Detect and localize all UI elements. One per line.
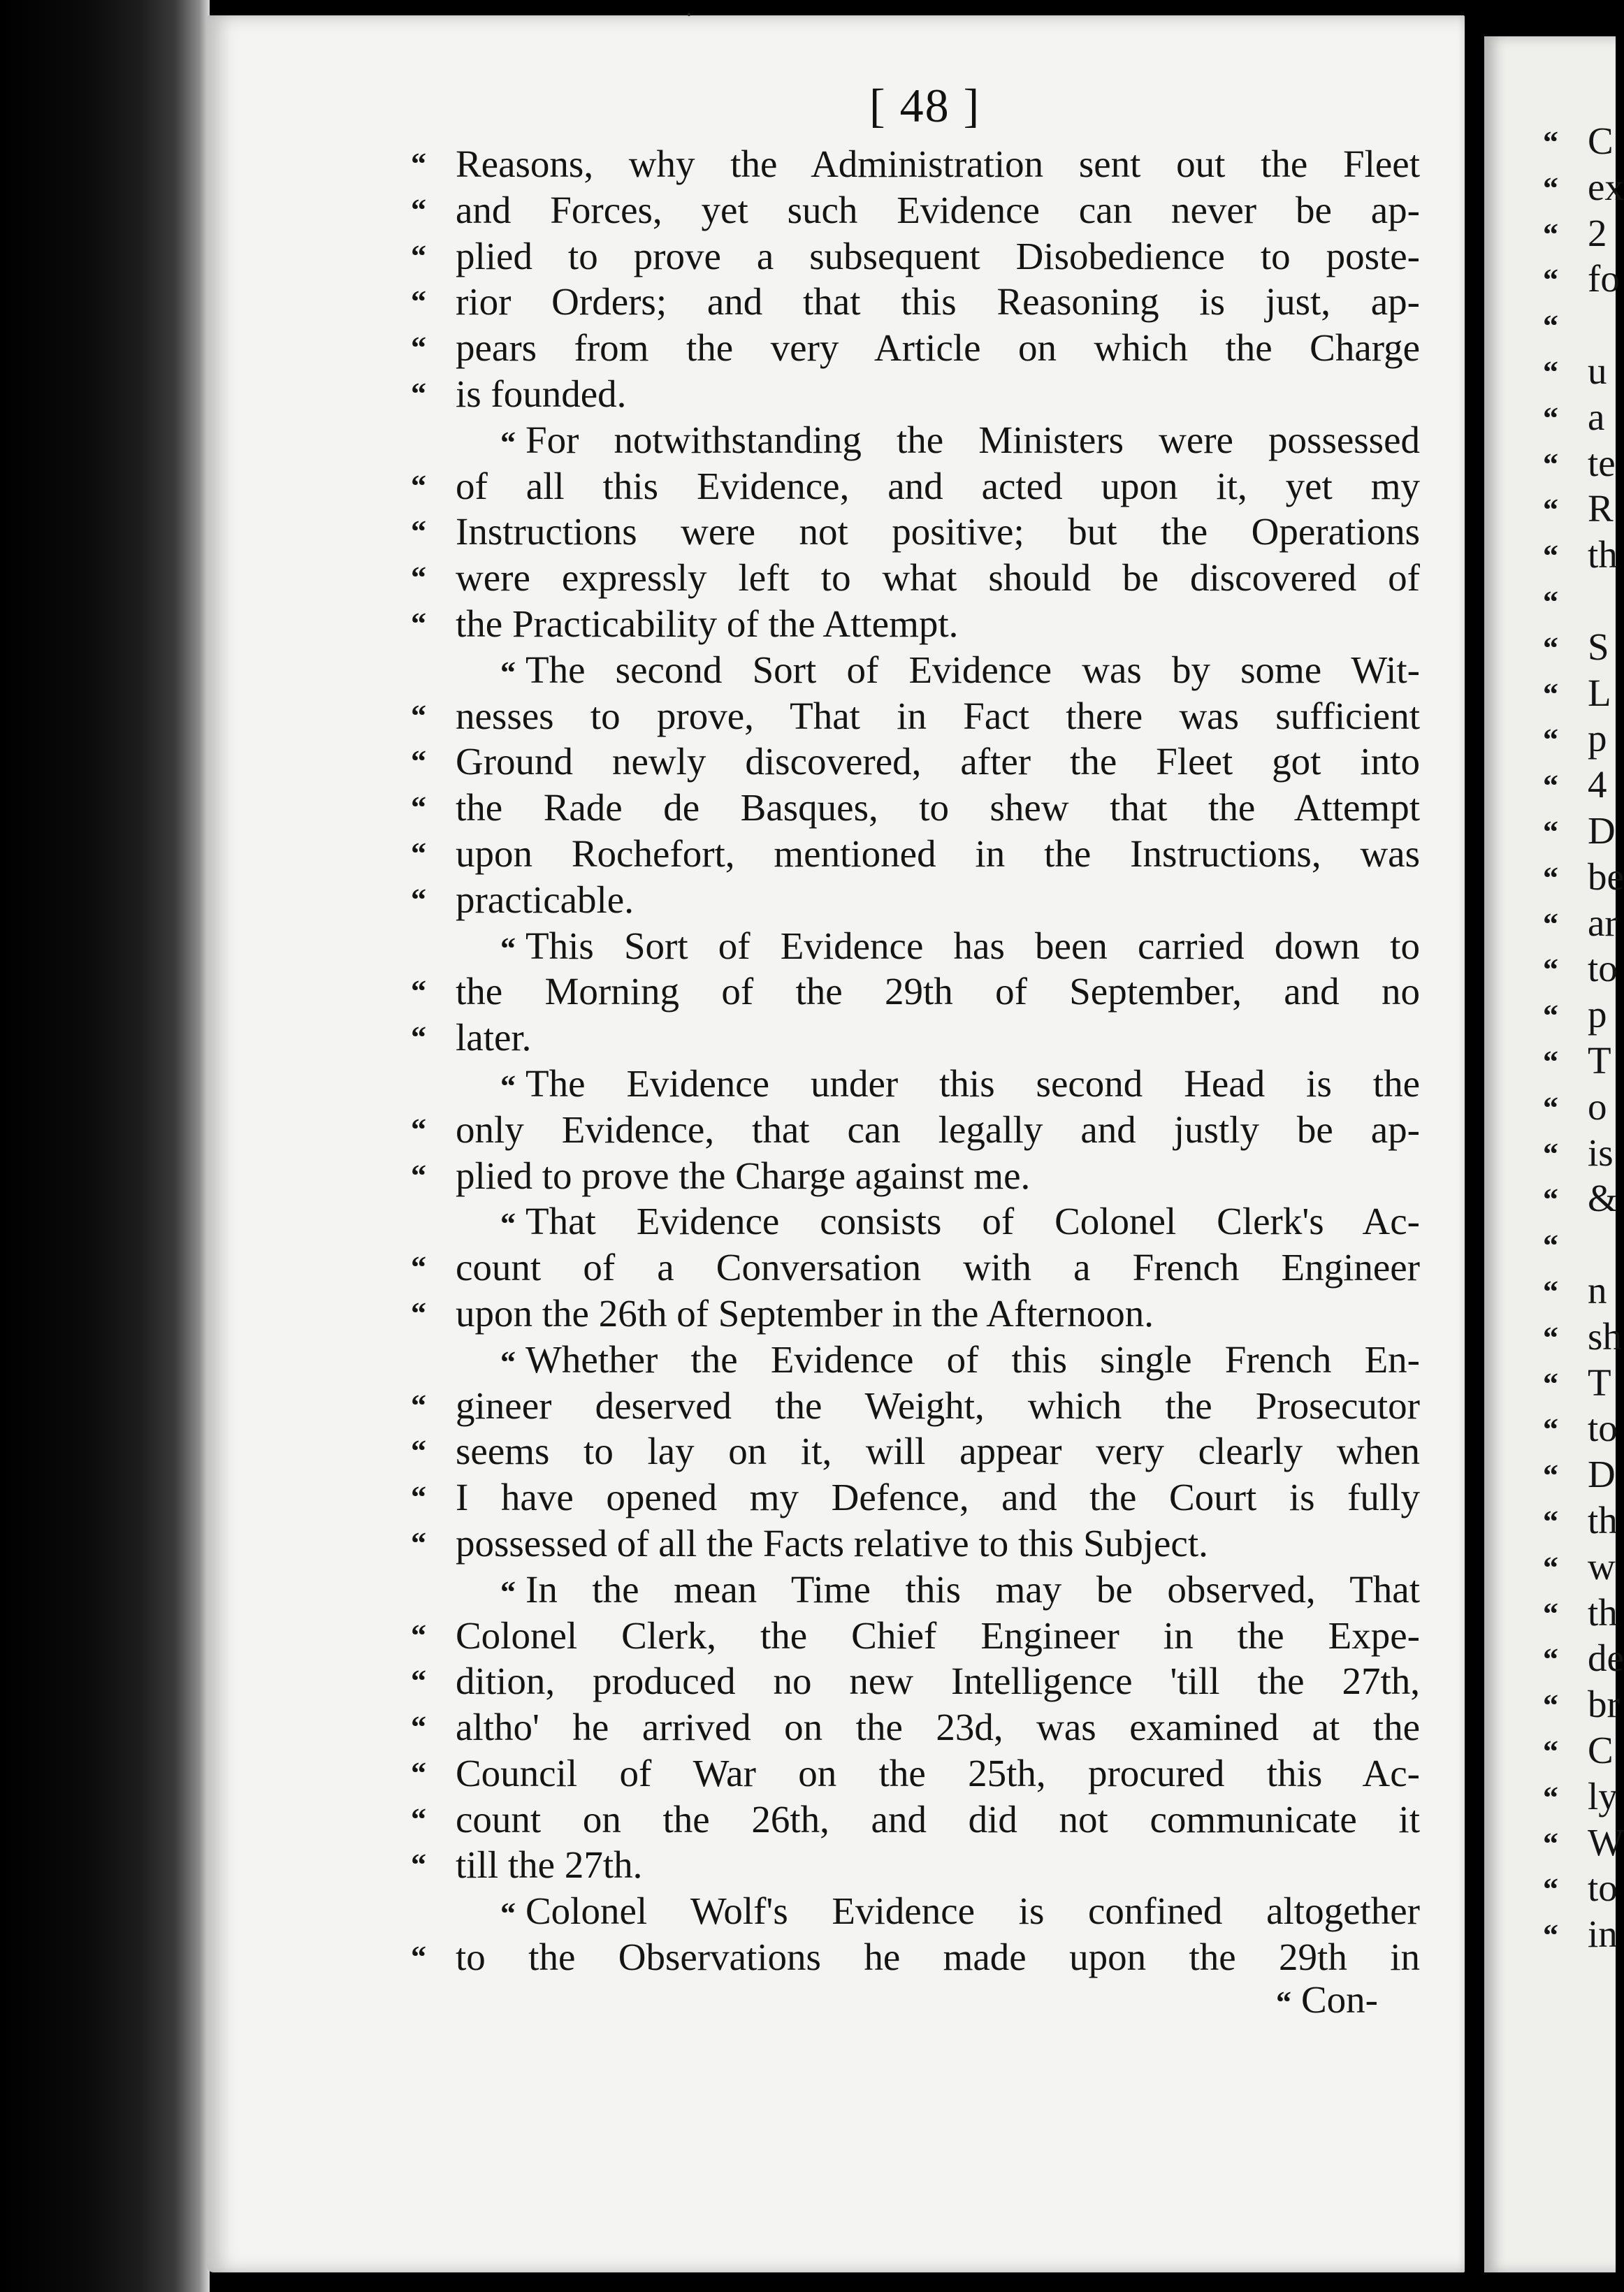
- line-words: the Morning of the 29th of September, and no: [456, 970, 1420, 1013]
- text-line: [411, 1153, 1420, 1199]
- quote-mark: “: [411, 836, 426, 871]
- facing-quote-mark: “: [1543, 400, 1558, 435]
- line-text: [456, 141, 1420, 187]
- text-line: [411, 509, 1420, 555]
- facing-line-fragment: ly: [1588, 1774, 1618, 1818]
- text-line: [411, 1521, 1420, 1567]
- catchword: [1276, 1978, 1378, 2022]
- facing-quote-mark: “: [1543, 906, 1558, 941]
- facing-line-fragment: T: [1588, 1039, 1611, 1082]
- text-line: [411, 1383, 1420, 1429]
- line-words: Council of War on the 25th, procured this Ac-: [456, 1751, 1420, 1794]
- line-words: In the mean Time this may be observed, That: [525, 1567, 1420, 1611]
- line-text: [456, 1107, 1420, 1153]
- line-words: upon the 26th of September in the Afternoon.: [456, 1291, 1154, 1335]
- quote-mark: “: [411, 1664, 426, 1699]
- text-line: [456, 1061, 1420, 1107]
- facing-quote-mark: “: [1543, 1458, 1558, 1493]
- text-line: [411, 1934, 1420, 1980]
- line-words: plied to prove the Charge against me.: [456, 1154, 1031, 1197]
- line-text: [456, 1704, 1420, 1750]
- quote-mark: “: [500, 1068, 516, 1103]
- text-line: [411, 1474, 1420, 1521]
- facing-quote-mark: “: [1543, 999, 1558, 1033]
- line-text: [456, 1245, 1420, 1291]
- facing-line-fragment: o: [1588, 1085, 1607, 1128]
- text-line: [456, 1198, 1420, 1245]
- line-words: upon Rochefort, mentioned in the Instructions, was: [456, 832, 1420, 875]
- quote-mark: “: [411, 744, 426, 779]
- line-words: possessed of all the Facts relative to this Subject.: [456, 1521, 1208, 1565]
- facing-line-fragment: in: [1588, 1913, 1618, 1956]
- quote-mark: “: [500, 931, 516, 966]
- line-text: [456, 1750, 1420, 1797]
- facing-quote-mark: “: [1543, 355, 1558, 389]
- facing-quote-mark: “: [1543, 1136, 1558, 1171]
- line-words: pears from the very Article on which the Charge: [456, 326, 1420, 370]
- line-words: The Evidence under this second Head is the: [525, 1061, 1420, 1105]
- facing-line-fragment: to: [1588, 947, 1618, 990]
- text-line: [411, 1750, 1420, 1797]
- facing-line-fragment: T: [1588, 1361, 1611, 1404]
- line-words: were expressly left to what should be discovered of: [456, 556, 1420, 600]
- facing-line-fragment: 4: [1588, 763, 1607, 806]
- line-text: [456, 1888, 1420, 1937]
- line-text: [456, 877, 1420, 923]
- facing-line-fragment: th: [1588, 1590, 1618, 1634]
- facing-quote-mark: “: [1543, 1780, 1558, 1815]
- text-line: [411, 601, 1420, 647]
- quote-mark: “: [411, 698, 426, 733]
- text-line: [411, 1842, 1420, 1888]
- facing-line-fragment: R: [1588, 487, 1614, 530]
- line-text: [456, 693, 1420, 739]
- text-line: [411, 1613, 1420, 1659]
- quote-mark: “: [411, 1250, 426, 1285]
- facing-line-fragment: L: [1588, 671, 1611, 714]
- facing-line-fragment: de: [1588, 1637, 1624, 1680]
- facing-quote-mark: “: [1543, 493, 1558, 528]
- facing-quote-mark: “: [1543, 769, 1558, 804]
- line-words: the Rade de Basques, to shew that the Attempt: [456, 786, 1420, 829]
- line-text: [456, 1337, 1420, 1386]
- facing-quote-mark: “: [1543, 815, 1558, 849]
- text-line: [411, 371, 1420, 417]
- facing-quote-mark: “: [1543, 860, 1558, 895]
- facing-line-fragment: p: [1588, 717, 1607, 760]
- line-text: [456, 417, 1420, 466]
- facing-line-fragment: ex: [1588, 165, 1624, 208]
- line-words: practicable.: [456, 878, 634, 921]
- text-line: [411, 1107, 1420, 1153]
- quote-mark: “: [500, 1896, 516, 1931]
- facing-line-fragment: th: [1588, 1499, 1618, 1542]
- text-line: [411, 141, 1420, 187]
- quote-mark: “: [500, 1574, 516, 1609]
- quote-mark: “: [411, 1618, 426, 1653]
- line-words: rior Orders; and that this Reasoning is just, ap-: [456, 280, 1420, 324]
- line-words: is founded.: [456, 372, 627, 415]
- quote-mark: “: [411, 790, 426, 825]
- facing-line-fragment: ar: [1588, 901, 1618, 944]
- quote-mark: “: [411, 606, 426, 641]
- facing-quote-mark: “: [1543, 1275, 1558, 1309]
- facing-quote-mark: “: [1543, 171, 1558, 205]
- line-text: [456, 1015, 1420, 1061]
- line-text: [456, 509, 1420, 555]
- facing-line-fragment: S: [1588, 625, 1609, 668]
- facing-quote-mark: “: [1543, 1320, 1558, 1355]
- text-line: [411, 325, 1420, 371]
- line-words: Ground newly discovered, after the Fleet got into: [456, 740, 1420, 783]
- facing-quote-mark: “: [1543, 1504, 1558, 1539]
- quote-mark: “: [411, 1158, 426, 1193]
- line-words: altho' he arrived on the 23d, was examined at the: [456, 1706, 1420, 1749]
- text-line: [456, 1567, 1420, 1613]
- line-text: [456, 601, 1420, 647]
- line-text: [456, 371, 1420, 417]
- quote-mark: “: [411, 1525, 426, 1560]
- facing-line-fragment: br: [1588, 1683, 1620, 1726]
- line-text: [456, 1153, 1420, 1199]
- line-words: I have opened my Defence, and the Court is fully: [456, 1476, 1420, 1519]
- text-line: [456, 417, 1420, 463]
- text-line: [411, 739, 1420, 785]
- facing-quote-mark: “: [1543, 1090, 1558, 1125]
- facing-quote-mark: “: [1543, 676, 1558, 711]
- text-line: [411, 1245, 1420, 1291]
- line-words: nesses to prove, That in Fact there was sufficient: [456, 694, 1420, 737]
- facing-line-fragment: 2: [1588, 211, 1607, 254]
- text-line: [411, 785, 1420, 831]
- line-text: [456, 187, 1420, 233]
- text-line: [456, 647, 1420, 693]
- text-line: [411, 969, 1420, 1015]
- text-line: [411, 1428, 1420, 1474]
- facing-quote-mark: “: [1543, 309, 1558, 344]
- facing-page-edge: [1484, 36, 1624, 2272]
- text-line: [411, 1015, 1420, 1061]
- facing-quote-mark: “: [1543, 447, 1558, 481]
- text-line: [411, 693, 1420, 739]
- page-gutter: [1465, 0, 1484, 2292]
- text-line: [456, 1337, 1420, 1383]
- facing-quote-mark: “: [1543, 1826, 1558, 1861]
- line-text: [456, 1291, 1420, 1337]
- line-text: [456, 1613, 1420, 1659]
- quote-mark: “: [411, 514, 426, 549]
- line-text: [456, 923, 1420, 972]
- facing-quote-mark: “: [1543, 1182, 1558, 1217]
- text-line: [411, 187, 1420, 233]
- facing-line-fragment: W: [1588, 1820, 1624, 1864]
- quote-mark: “: [411, 192, 426, 227]
- text-line: [411, 279, 1420, 325]
- facing-line-fragment: u: [1588, 349, 1607, 392]
- line-words: the Practicability of the Attempt.: [456, 602, 959, 645]
- facing-line-fragment: th: [1588, 533, 1618, 576]
- facing-quote-mark: “: [1543, 1642, 1558, 1677]
- quote-mark: “: [411, 331, 426, 365]
- text-line: [411, 1291, 1420, 1337]
- quote-mark: “: [411, 560, 426, 595]
- line-text: [456, 1474, 1420, 1521]
- quote-mark: “: [411, 376, 426, 411]
- facing-line-fragment: te: [1588, 441, 1616, 484]
- facing-quote-mark: “: [1543, 125, 1558, 159]
- scan-speck: ·: [685, 1, 693, 29]
- quote-mark: “: [411, 468, 426, 503]
- quote-mark: “: [411, 1434, 426, 1469]
- text-line: [411, 463, 1420, 509]
- quote-mark: “: [411, 1480, 426, 1515]
- quote-mark: “: [411, 1848, 426, 1883]
- facing-line-fragment: sh: [1588, 1314, 1622, 1358]
- line-text: [456, 1428, 1420, 1474]
- line-words: The second Sort of Evidence was by some Wit-: [525, 648, 1420, 691]
- facing-quote-mark: “: [1543, 1734, 1558, 1769]
- line-text: [456, 1658, 1420, 1704]
- text-line: [411, 1797, 1420, 1843]
- page-number: [ 48 ]: [869, 79, 981, 132]
- facing-quote-mark: “: [1543, 1872, 1558, 1907]
- line-text: [456, 785, 1420, 831]
- line-text: [456, 1521, 1420, 1567]
- quote-mark: “: [500, 425, 516, 460]
- text-line: [411, 233, 1420, 280]
- line-text: [456, 1567, 1420, 1616]
- line-text: [456, 463, 1420, 509]
- text-line: [411, 555, 1420, 601]
- line-text: [456, 1797, 1420, 1843]
- quote-mark: “: [411, 284, 426, 319]
- facing-quote-mark: “: [1543, 1366, 1558, 1401]
- text-line: [411, 1658, 1420, 1704]
- quote-mark: “: [1276, 1985, 1291, 2019]
- quote-mark: “: [411, 1296, 426, 1330]
- quote-mark: “: [411, 882, 426, 917]
- line-text: [456, 325, 1420, 371]
- line-words: only Evidence, that can legally and justly be ap-: [456, 1108, 1420, 1151]
- line-words: gineer deserved the Weight, which the Prosecutor: [456, 1384, 1420, 1427]
- facing-quote-mark: “: [1543, 630, 1558, 665]
- page-text: [411, 141, 1420, 1980]
- facing-line-fragment: C: [1588, 119, 1614, 162]
- facing-quote-mark: “: [1543, 585, 1558, 619]
- quote-mark: “: [411, 974, 426, 1009]
- line-words: later.: [456, 1016, 532, 1059]
- facing-line-fragment: n: [1588, 1269, 1607, 1312]
- book-binding-shadow: [0, 0, 210, 2292]
- quote-mark: “: [411, 1940, 426, 1975]
- line-words: dition, produced no new Intelligence 'till the 27th,: [456, 1660, 1420, 1703]
- line-words: For notwithstanding the Ministers were possessed: [525, 418, 1420, 461]
- quote-mark: “: [411, 1710, 426, 1745]
- line-text: [456, 1198, 1420, 1247]
- text-line: [411, 831, 1420, 877]
- line-words: to the Observations he made upon the 29th in: [456, 1936, 1420, 1979]
- facing-quote-mark: “: [1543, 263, 1558, 298]
- line-text: [456, 233, 1420, 280]
- facing-line-fragment: C: [1588, 1729, 1614, 1771]
- line-words: Colonel Clerk, the Chief Engineer in the Expe-: [456, 1613, 1420, 1657]
- quote-mark: “: [411, 1112, 426, 1147]
- line-words: That Evidence consists of Colonel Clerk's Ac-: [525, 1200, 1420, 1243]
- facing-quote-mark: “: [1543, 952, 1558, 987]
- line-text: [456, 739, 1420, 785]
- line-text: [456, 831, 1420, 877]
- facing-line-fragment: a: [1588, 395, 1605, 438]
- facing-quote-mark: “: [1543, 1228, 1558, 1263]
- line-text: [456, 1934, 1420, 1980]
- facing-line-fragment: p: [1588, 993, 1607, 1036]
- line-words: count on the 26th, and did not communicate it: [456, 1797, 1420, 1841]
- facing-quote-mark: “: [1543, 1550, 1558, 1585]
- facing-line-fragment: fo: [1588, 257, 1620, 300]
- facing-quote-mark: “: [1543, 1045, 1558, 1079]
- text-line: [411, 877, 1420, 923]
- facing-quote-mark: “: [1543, 1412, 1558, 1447]
- line-words: This Sort of Evidence has been carried down to: [525, 924, 1420, 967]
- quote-mark: “: [411, 1755, 426, 1790]
- line-words: Whether the Evidence of this single French En-: [525, 1337, 1420, 1381]
- quote-mark: “: [411, 1388, 426, 1423]
- line-text: [456, 279, 1420, 325]
- line-words: plied to prove a subsequent Disobedience to poste-: [456, 234, 1420, 277]
- text-line: [456, 923, 1420, 969]
- line-words: of all this Evidence, and acted upon it, yet my: [456, 464, 1420, 507]
- facing-quote-mark: “: [1543, 1918, 1558, 1953]
- line-text: [456, 969, 1420, 1015]
- line-text: [456, 555, 1420, 601]
- line-words: and Forces, yet such Evidence can never be ap-: [456, 188, 1420, 231]
- line-text: [456, 1842, 1420, 1888]
- facing-quote-mark: “: [1543, 1596, 1558, 1631]
- line-words: Instructions were not positive; but the Operations: [456, 510, 1420, 553]
- text-line: [456, 1888, 1420, 1934]
- quote-mark: “: [411, 1020, 426, 1055]
- line-words: Colonel Wolf's Evidence is confined altogether: [525, 1890, 1420, 1933]
- line-text: [456, 1061, 1420, 1110]
- facing-line-fragment: w: [1588, 1544, 1616, 1588]
- quote-mark: “: [411, 238, 426, 273]
- quote-mark: “: [500, 1207, 516, 1242]
- facing-line-fragment: to: [1588, 1866, 1618, 1910]
- facing-quote-mark: “: [1543, 723, 1558, 757]
- line-text: [456, 1383, 1420, 1429]
- facing-line-fragment: to: [1588, 1407, 1618, 1450]
- line-words: seems to lay on it, will appear very clearly when: [456, 1430, 1420, 1473]
- facing-quote-mark: “: [1543, 1688, 1558, 1723]
- quote-mark: “: [500, 1344, 516, 1379]
- facing-line-fragment: &: [1588, 1177, 1618, 1220]
- quote-mark: “: [411, 1801, 426, 1836]
- line-words: till the 27th.: [456, 1843, 643, 1887]
- catchword-text: Con-: [1301, 1978, 1378, 2021]
- quote-mark: “: [411, 147, 426, 181]
- facing-quote-mark: “: [1543, 217, 1558, 252]
- facing-line-fragment: is: [1588, 1131, 1614, 1174]
- facing-line-fragment: D: [1588, 809, 1616, 852]
- facing-line-fragment: be: [1588, 855, 1624, 898]
- line-text: [456, 647, 1420, 696]
- line-words: count of a Conversation with a French Engineer: [456, 1246, 1420, 1289]
- line-words: Reasons, why the Administration sent out the Fleet: [456, 143, 1420, 185]
- facing-quote-mark: “: [1543, 539, 1558, 574]
- text-line: [411, 1704, 1420, 1750]
- facing-line-fragment: D: [1588, 1453, 1616, 1496]
- quote-mark: “: [500, 655, 516, 690]
